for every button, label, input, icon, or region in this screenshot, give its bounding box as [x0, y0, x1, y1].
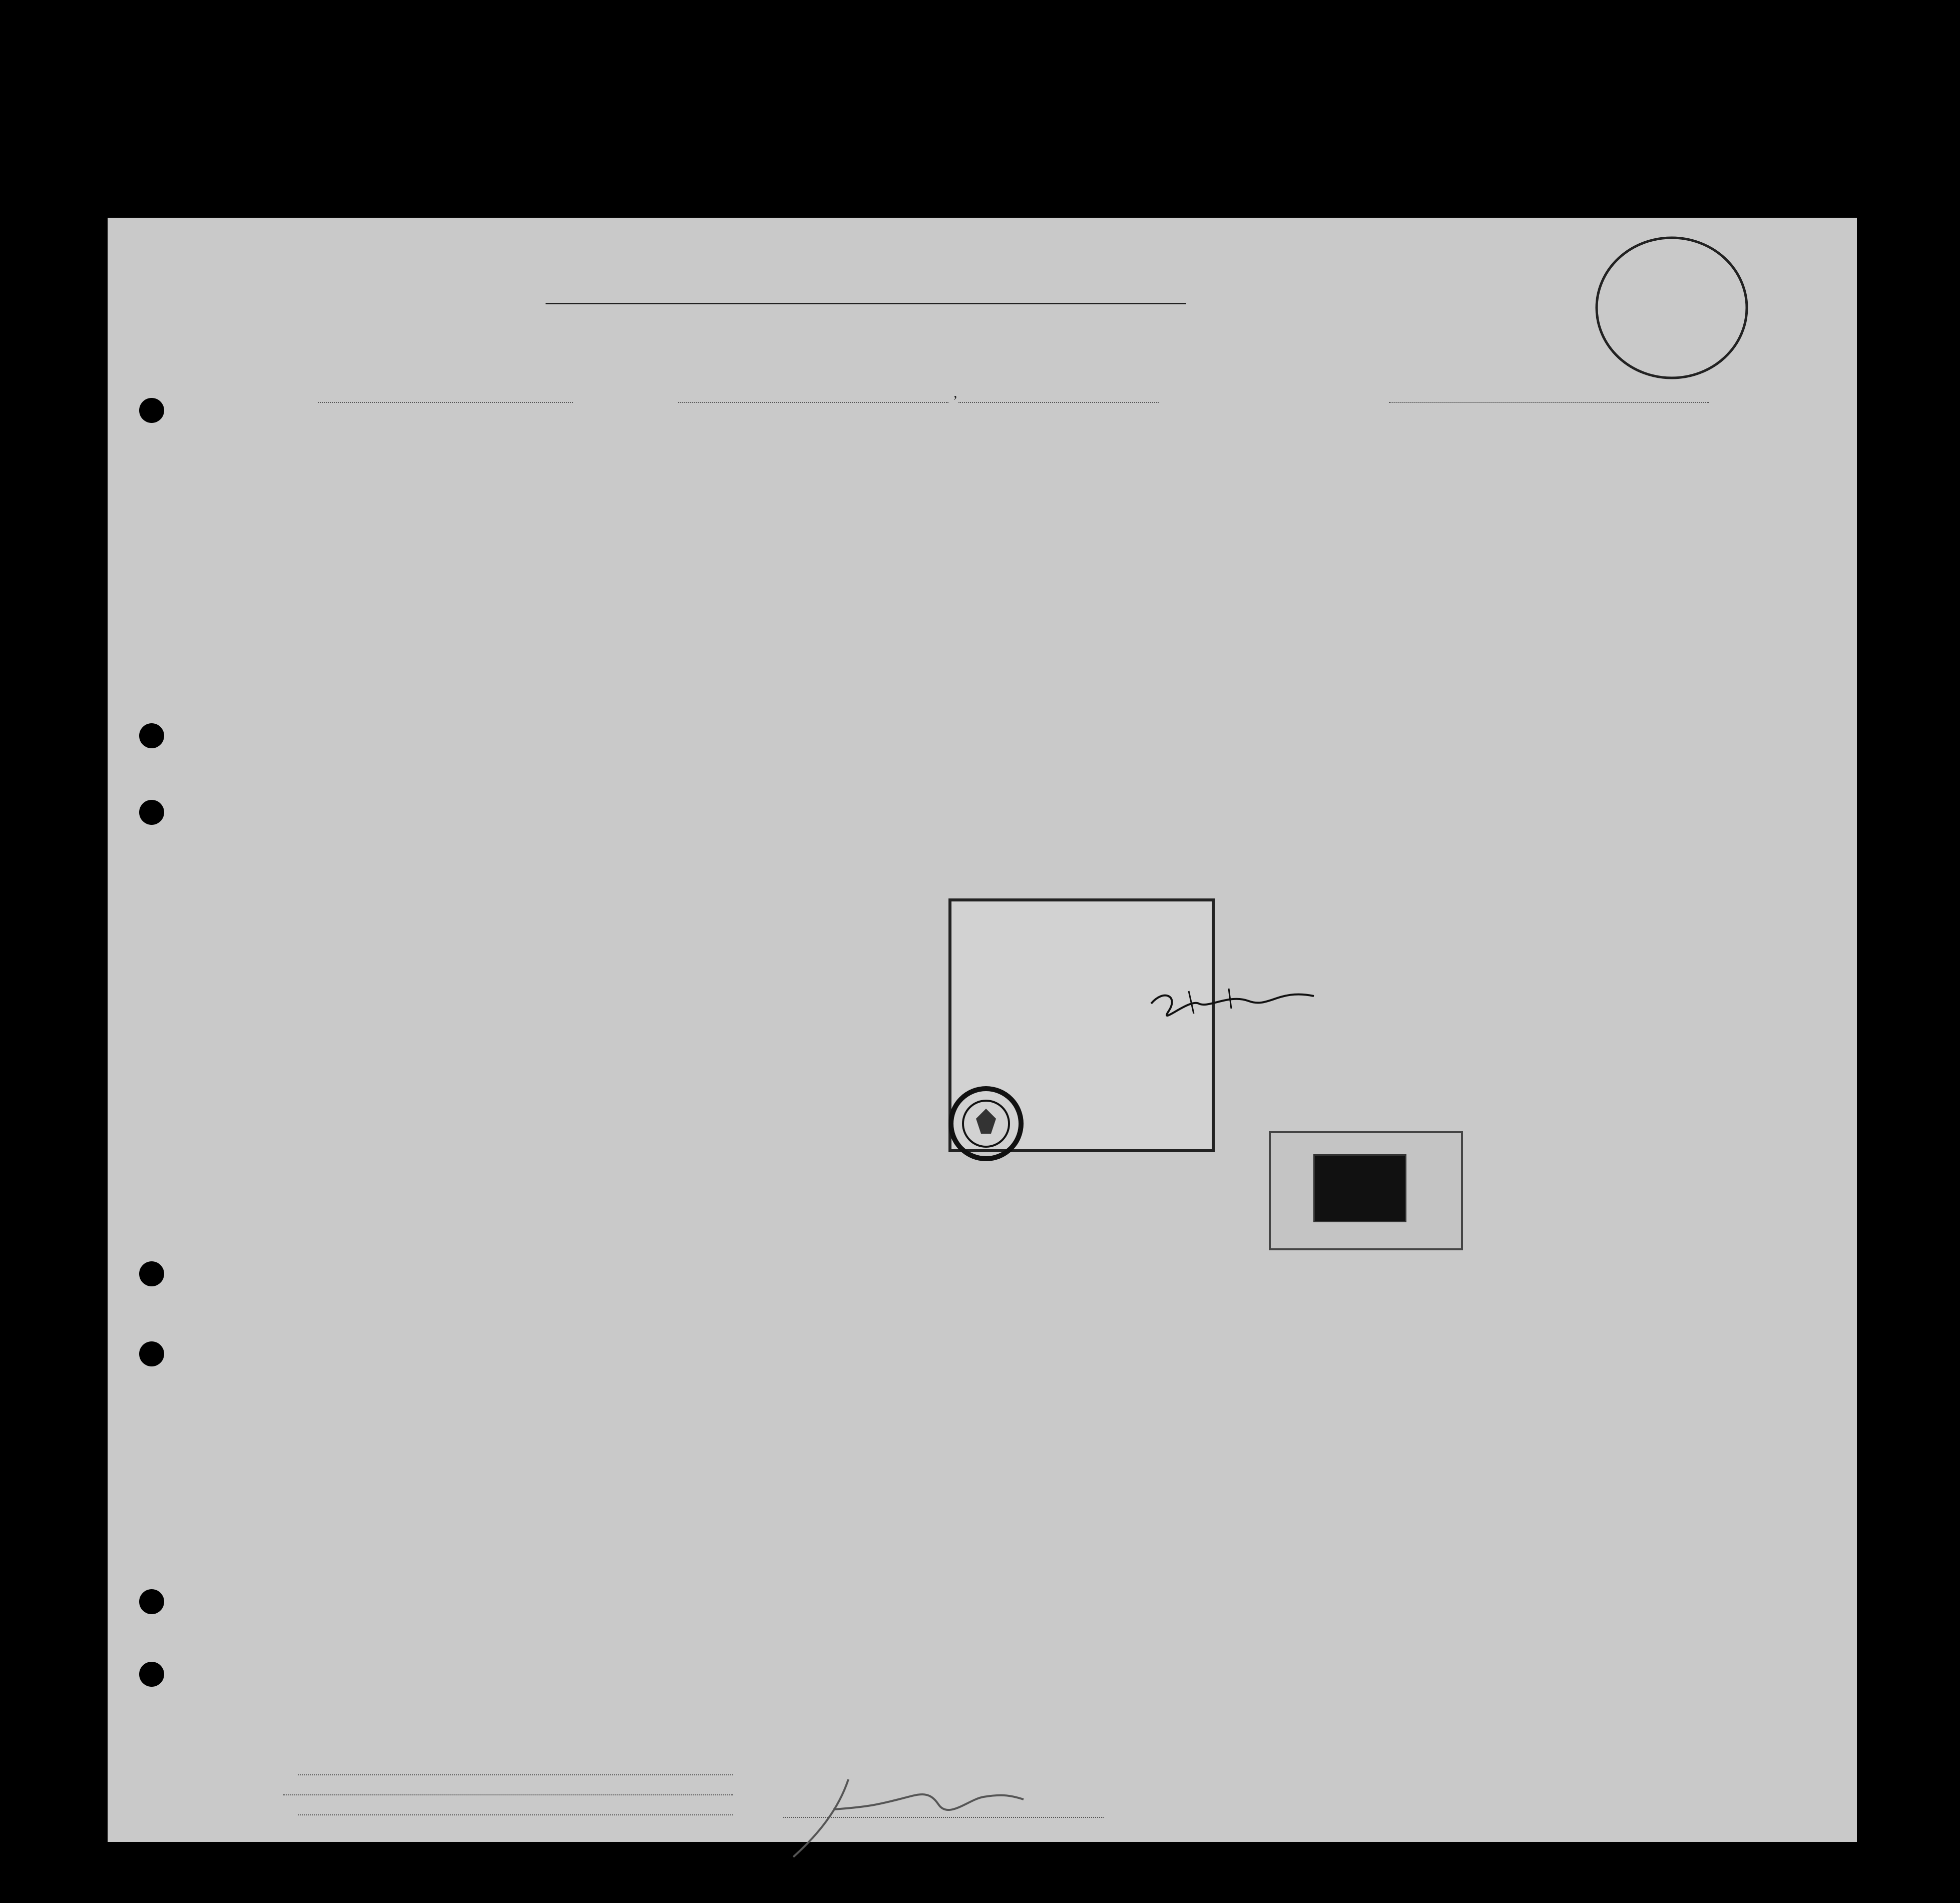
binder-hole — [139, 398, 164, 423]
comma-sep: , — [953, 384, 957, 401]
manifest-sheet — [108, 218, 1857, 1842]
binder-hole — [139, 1341, 164, 1366]
binder-hole — [139, 1589, 164, 1614]
binder-hole — [139, 723, 164, 748]
inspector-signature — [718, 1749, 1119, 1869]
footer-line-dots — [298, 1774, 733, 1775]
footer-owners-dots — [283, 1794, 733, 1795]
binder-hole — [139, 1261, 164, 1286]
fee-stamp — [1269, 1131, 1463, 1250]
fee-stamp-image — [1313, 1154, 1406, 1222]
binder-hole — [139, 800, 164, 825]
footer-agents-dots — [298, 1814, 733, 1815]
binder-hole — [139, 1662, 164, 1687]
